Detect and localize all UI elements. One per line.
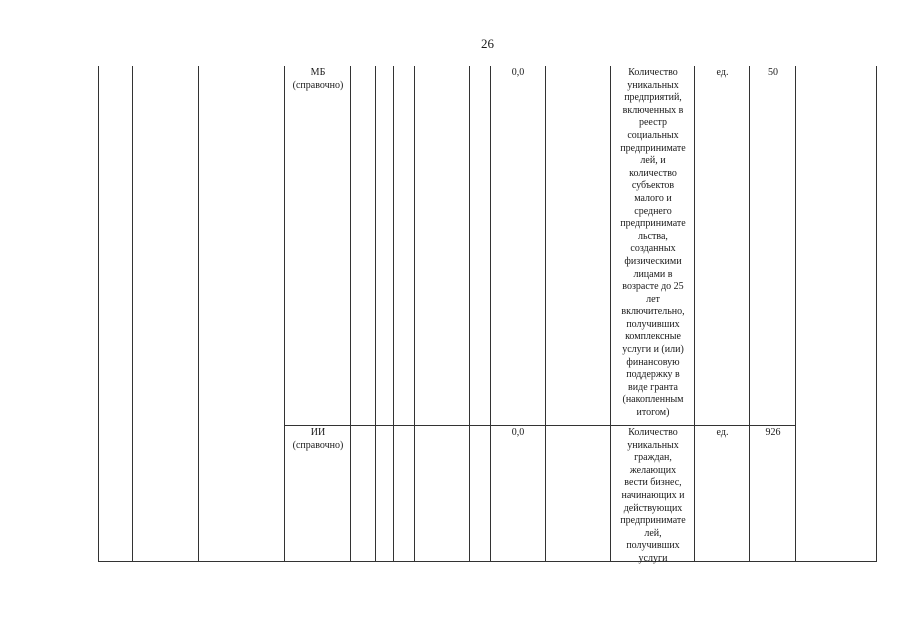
budget-source-label-mb: МБ (справочно) xyxy=(292,67,344,91)
column-divider xyxy=(545,66,546,562)
unit-of-measure: ед. xyxy=(716,67,729,78)
unit-of-measure: ед. xyxy=(716,427,729,438)
amount-value: 0,0 xyxy=(511,427,525,438)
column-divider xyxy=(284,66,285,562)
table-border-left xyxy=(98,66,99,562)
column-divider xyxy=(795,66,796,562)
amount-value: 0,0 xyxy=(511,67,525,78)
indicator-description: Количество уникальных предприятий, включенных в реестр социальных предпринимате лей, и количество субъектов малого и среднего предпринимате льства, созданных физическими лицами в возрасте до 25 лет включительно, получивших комплексные услуги и (или) финансовую поддержку в виде гранта (накопленным итогом) xyxy=(620,67,686,419)
column-divider xyxy=(350,66,351,562)
table-border-right xyxy=(876,66,877,562)
column-divider xyxy=(694,66,695,562)
column-divider xyxy=(414,66,415,562)
column-divider xyxy=(198,66,199,562)
column-divider xyxy=(132,66,133,562)
column-divider xyxy=(469,66,470,562)
row-divider xyxy=(284,425,796,426)
budget-source-label-ii: ИИ (справочно) xyxy=(292,427,344,451)
column-divider xyxy=(490,66,491,562)
table-border-bottom xyxy=(98,561,876,562)
target-value: 50 xyxy=(768,67,778,78)
column-divider xyxy=(749,66,750,562)
target-value: 926 xyxy=(765,427,781,438)
column-divider xyxy=(393,66,394,562)
indicator-description: Количество уникальных граждан, желающих вести бизнес, начинающих и действующих предпринимате лей, получивших услуги xyxy=(620,427,686,564)
column-divider xyxy=(610,66,611,562)
column-divider xyxy=(375,66,376,562)
page-number: 26 xyxy=(481,36,494,51)
